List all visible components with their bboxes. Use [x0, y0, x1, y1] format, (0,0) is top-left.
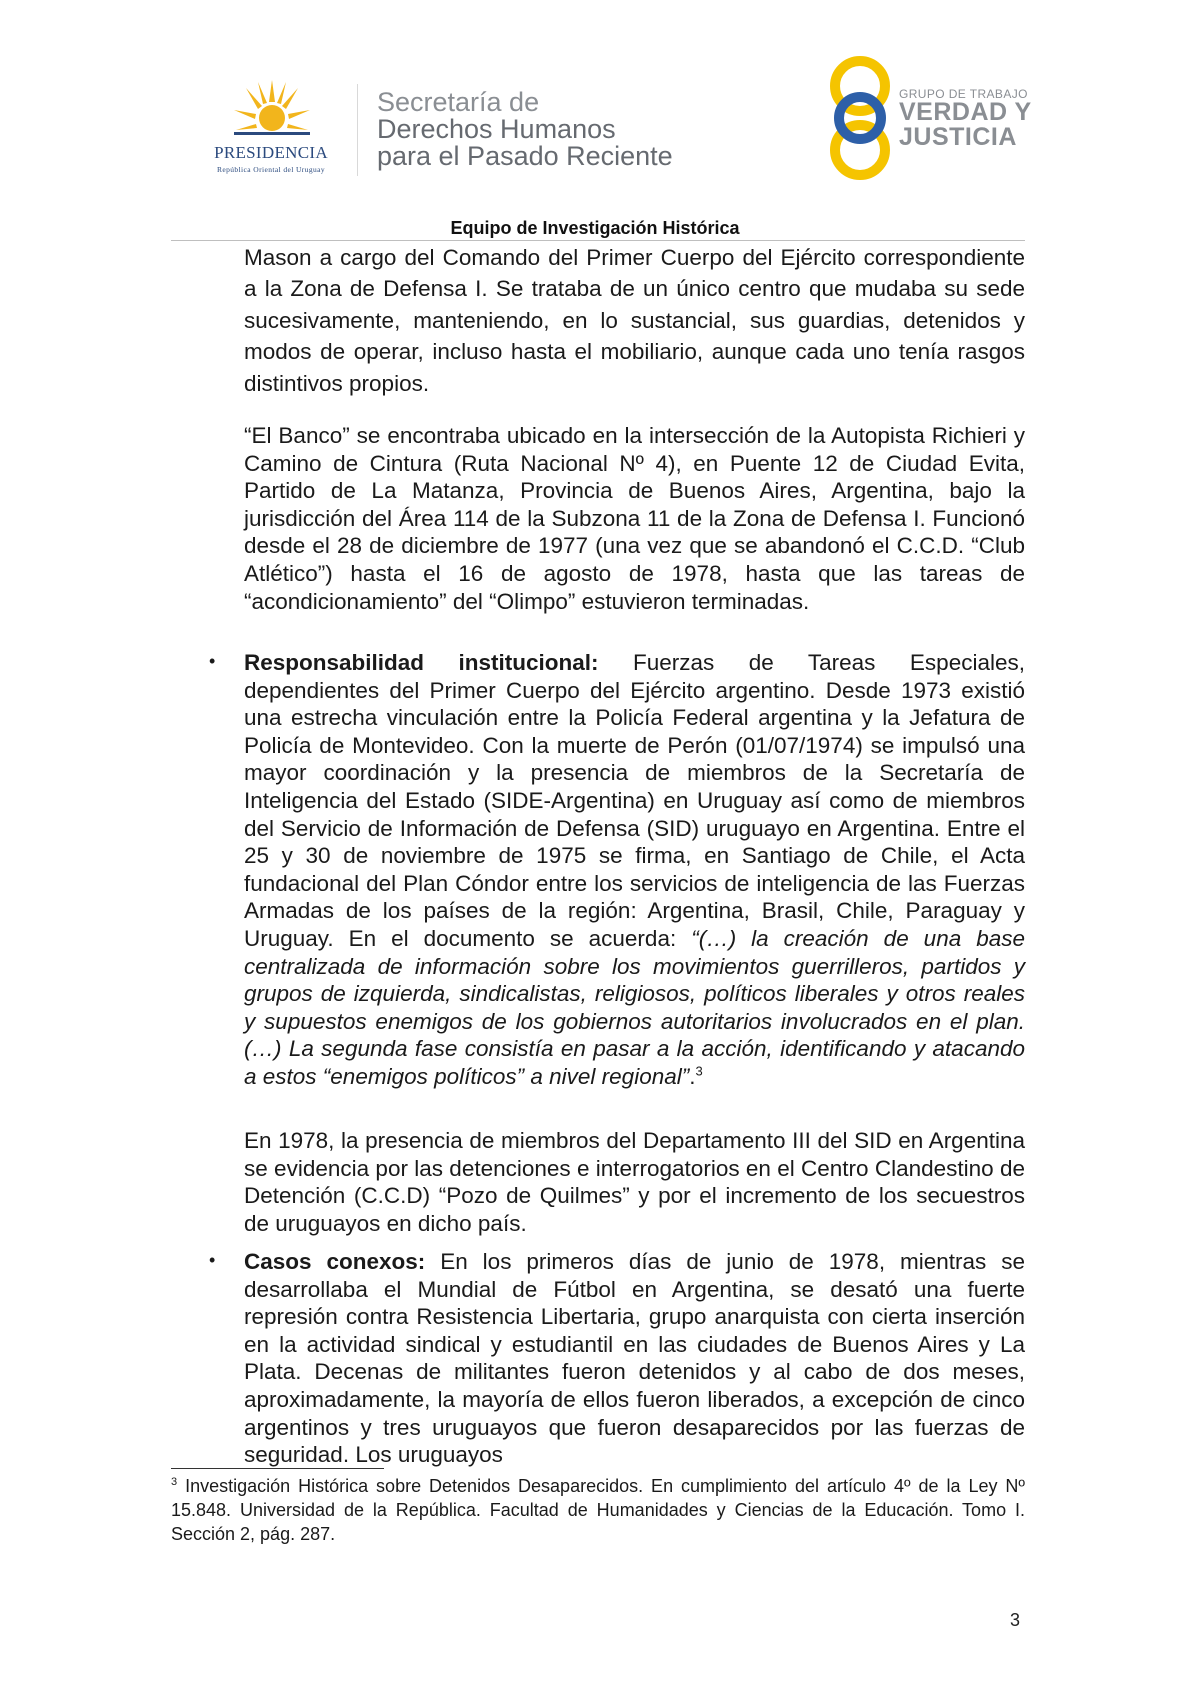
bullet-1-quote: “(…) la creación de una base centralizada de información sobre los movimientos guerrilleros, partidos y grupos de izquierda, sindicalistas, religiosos, políticos liberales y otros reales y supuestos enemigos de los gobiernos autoritarios involucrados en el plan. (…) La segunda fase consistía en pasar a la acción, identificando y atacando a estos “enemigos políticos” a nivel regional” [244, 925, 1025, 1089]
grupo-line-1: VERDAD Y [899, 98, 1032, 126]
secretaria-line-1: Secretaría de [377, 87, 540, 117]
bullet-2-lead: Casos conexos: [244, 1249, 426, 1274]
paragraph-2: “El Banco” se encontraba ubicado en la intersección de la Autopista Richieri y Camino de Cintura (Ruta Nacional Nº 4), en Puente 12 de Ciudad Evita, Partido de La Matanza, Provincia de Buenos Aires, Argentina, bajo la jurisdicción del Área 114 de la Subzona 11 de la Zona de Defensa I. Funcionó desde el 28 de diciembre de 1977 (una vez que se abandonó el C.C.D. “Club Atlético”) hasta el 16 de agosto de 1978, hasta que las tareas de “acondicionamiento” del “Olimpo” estuvieron terminadas. [244, 423, 1025, 614]
paragraph-1: Mason a cargo del Comando del Primer Cuerpo del Ejército correspondiente a la Zona de Defensa I. Se trataba de un único centro que mudaba su sede sucesivamente, manteniendo, en lo sustancial, sus guardias, detenidos y modos de operar, incluso hasta el mobiliario, aunque cada uno tenía rasgos distintivos propios. [244, 245, 1025, 396]
grupo-trabajo-wordmark [899, 88, 1032, 150]
presidencia-word: PRESIDENCIA [214, 143, 328, 162]
team-heading: Equipo de Investigación Histórica [450, 218, 740, 238]
paragraph-4: En 1978, la presencia de miembros del Departamento III del SID en Argentina se evidencia por las detenciones e interrogatorios en el Centro Clandestino de Detención (C.C.D) “Pozo de Quilmes” y por el incremento de los secuestros de uruguayos en dicho país. [244, 1128, 1025, 1236]
bullet-1-end: . [689, 1063, 696, 1089]
bullet-1-glyph: • [209, 651, 216, 671]
header-rule [171, 240, 1025, 241]
footnote-reference[interactable]: 3 [695, 1063, 703, 1079]
presidencia-subtitle: República Oriental del Uruguay [216, 165, 325, 174]
bullet-1-text: Fuerzas de Tareas Especiales, dependientes del Primer Cuerpo del Ejército argentino. Desde 1973 existió una estrecha vinculación entre la Policía Federal argentina y la Jefatura de Policía de Montevideo. Con la muerte de Perón (01/07/1974) se impulsó una mayor coordinación y la presencia de miembros de la Secretaría de Inteligencia del Estado (SIDE-Argentina) en Uruguay así como de miembros del Servicio de Información de Defensa (SID) uruguayo en Argentina. Entre el 25 y 30 de noviembre de 1975 se firma, en Santiago de Chile, el Acta fundacional del Plan Cóndor entre los servicios de inteligencia de las Fuerzas Armadas de los países de la región: Argentina, Brasil, Chile, Paraguay y Uruguay. En el documento se acuerda: [244, 650, 1025, 951]
interlocking-rings-icon [822, 56, 908, 180]
header-divider [357, 84, 358, 176]
sun-emblem-icon [234, 80, 310, 144]
bullet-2-glyph: • [209, 1250, 216, 1270]
bullet-1-paragraph [244, 649, 1025, 1091]
secretaria-line-2: Derechos Humanos [377, 114, 616, 144]
presidencia-logo [196, 80, 346, 180]
bullet-2-paragraph [244, 1248, 1025, 1469]
bullet-2-text: En los primeros días de junio de 1978, mientras se desarrollaba el Mundial de Fútbol en Argentina, se desató una fuerte represión contra Resistencia Libertaria, grupo anarquista con cierta inserción en la actividad sindical y estudiantil en las ciudades de Buenos Aires y La Plata. Decenas de militantes fueron detenidos y al cabo de dos meses, aproximadamente, la mayoría de ellos fueron liberados, a excepción de cinco argentinos y tres uruguayos que fueron desaparecidos por las fuerzas de seguridad. Los uruguayos [244, 1249, 1026, 1468]
page-number: 3 [1010, 1610, 1021, 1630]
secretaria-title [377, 89, 673, 170]
bullet-1-lead: Responsabilidad institucional: [244, 650, 599, 675]
secretaria-line-3: para el Pasado Reciente [377, 141, 673, 171]
footnote-number: 3 [171, 1476, 178, 1488]
grupo-line-2: JUSTICIA [899, 123, 1017, 151]
footnote-rule [171, 1468, 384, 1469]
footnote-text: Investigación Histórica sobre Detenidos Desaparecidos. En cumplimiento del artículo 4º de la Ley Nº 15.848. Universidad de la República. Facultad de Humanidades y Ciencias de la Educación. Tomo I. Sección 2, pág. 287. [171, 1476, 1025, 1544]
grupo-small-label: GRUPO DE TRABAJO [899, 87, 1028, 101]
footnote [171, 1474, 1025, 1546]
